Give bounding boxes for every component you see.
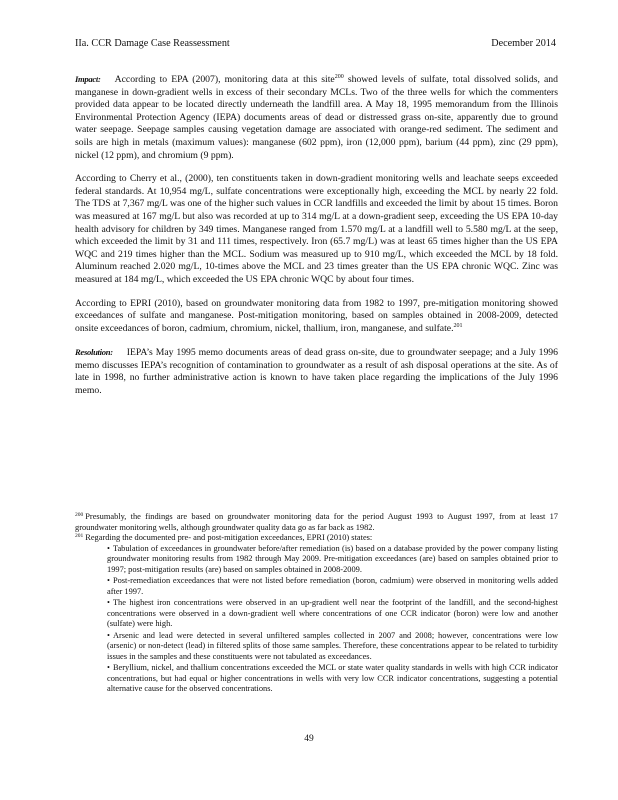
footnote-ref-201[interactable]: 201 bbox=[453, 322, 463, 329]
cherry-paragraph: According to Cherry et al., (2000), ten constituents taken in down-gradient monitoring wells and leachate seeps exceeded federal standards. At 10,954 mg/L, sulfate concentrations were exceptionally high, exceeding the MCL by nearly 22 fold. The TDS at 7,367 mg/L was one of the higher such values in CCR landfills and exceeded the limit by about 15 times. Boron was measured at 167 mg/L but also was recorded at up to 314 mg/L at a down-gradient seep, exceeding the US EPA 10-day health advisory for children by 349 times. Manganese ranged from 1.570 mg/L at a landfill well to 5.580 mg/L at the seep, which exceeded the limit by 31 and 111 times, respectively. Iron (65.7 mg/L) was at least 65 times higher than the US EPA WQC and 219 times higher than the MCL. Sodium was measured up to 910 mg/L, which exceeded the MCL by 18 fold. Aluminum reached 2.020 mg/L, 10-times above the MCL and 23 times greater than the US EPA chronic WQC. Zinc was measured at 184 mg/L, which exceeded the US EPA chronic WQC by about four times. bbox=[75, 173, 558, 285]
resolution-label: Resolution: bbox=[75, 347, 113, 358]
footnote-201 bbox=[75, 533, 558, 544]
body-text bbox=[75, 73, 558, 409]
list-item: • Post-remediation exceedances that were not listed before remediation (boron, cadmium) were observed in monitoring wells added after 1997. bbox=[107, 576, 558, 597]
list-item: • Arsenic and lead were detected in several unfiltered samples collected in 2007 and 2008; however, concentrations were low (arsenic) or non-detect (lead) in filtered splits of those same samples. Therefore, these concentrations appear to be related to turbidity issues in the samples and these constituents were not tabulated as exceedances. bbox=[107, 631, 558, 663]
list-item: • The highest iron concentrations were observed in an up-gradient well near the footprint of the landfill, and the second-highest concentrations were observed in a down-gradient well where concentrations of one CCR indicator (boron) were low and another (sulfate) were high. bbox=[107, 598, 558, 630]
page-header bbox=[75, 38, 556, 52]
page-number: 49 bbox=[304, 734, 314, 744]
footnote-ref-200[interactable]: 200 bbox=[334, 74, 344, 80]
footnote-200 bbox=[75, 512, 558, 533]
epri-text: According to EPRI (2010), based on groundwater monitoring data from 1982 to 1997, pre-mitigation monitoring showed exceedances of sulfate and manganese. Post-mitigation monitoring, based on samples obtained in 2008-2009, detected onsite exceedances of boron, cadmium, chromium, nickel, thallium, iron, manganese, and sulfate. bbox=[75, 297, 558, 334]
footnote-201-bullets bbox=[107, 544, 558, 695]
impact-paragraph bbox=[75, 73, 558, 162]
header-section-title: IIa. CCR Damage Case Reassessment bbox=[75, 38, 230, 49]
footnote-mark-201: 201 bbox=[75, 533, 84, 539]
footnote-201-text: Regarding the documented pre- and post-mitigation exceedances, EPRI (2010) states: bbox=[85, 533, 373, 542]
epri-paragraph bbox=[75, 298, 558, 336]
list-item: • Tabulation of exceedances in groundwater before/after remediation (is) based on a database provided by the power company listing groundwater monitoring results from 1982 through May 2009. Pre-mitigation exceedances (are) based on samples obtained prior to 1997; post-mitigation results (are) based on samples obtained in 2008-2009. bbox=[107, 544, 558, 576]
list-item: • Beryllium, nickel, and thallium concentrations exceeded the MCL or state water quality standards in wells with high CCR indicator concentrations, but had equal or higher concentrations in wells with very low CCR indicator concentrations, suggesting a potential alternative cause for the observed concentrations. bbox=[107, 663, 558, 695]
footnote-200-text: Presumably, the findings are based on groundwater monitoring data for the period August 1993 to August 1997, from at least 17 groundwater monitoring wells, although groundwater quality data go as far back as 1982. bbox=[75, 512, 558, 532]
resolution-paragraph bbox=[75, 346, 558, 397]
header-date: December 2014 bbox=[491, 38, 556, 49]
impact-text-start: According to EPA (2007), monitoring data at this site bbox=[114, 74, 335, 85]
footnotes bbox=[75, 512, 558, 696]
resolution-text: IEPA’s May 1995 memo documents areas of dead grass on-site, due to groundwater seepage; and a July 1996 memo discusses IEPA’s recognition of contamination to groundwater as a result of ash disposal operations at the site. As of late in 1998, no further administrative action is known to have taken place regarding the implications of the July 1996 memo. bbox=[75, 347, 558, 397]
footnote-mark-200: 200 bbox=[75, 512, 84, 518]
impact-label: Impact: bbox=[75, 74, 101, 84]
impact-text-rest: showed levels of sulfate, total dissolved solids, and manganese in down-gradient wells in excess of their secondary MCLs. Two of the three wells for which the commenters provided data appear to be located directly underneath the landfill area. A May 18, 1995 memorandum from the Illinois Environmental Protection Agency (IEPA) documents areas of dead or distressed grass on-site, apparently due to ground water seepage. Seepage samples causing vegetation damage are associated with orange-red sediment. The sediment and soils are high in metals (maximum values): manganese (602 ppm), iron (12,000 ppm), barium (44 ppm), zinc (29 ppm), nickel (12 ppm), and chromium (9 ppm). bbox=[75, 74, 558, 161]
